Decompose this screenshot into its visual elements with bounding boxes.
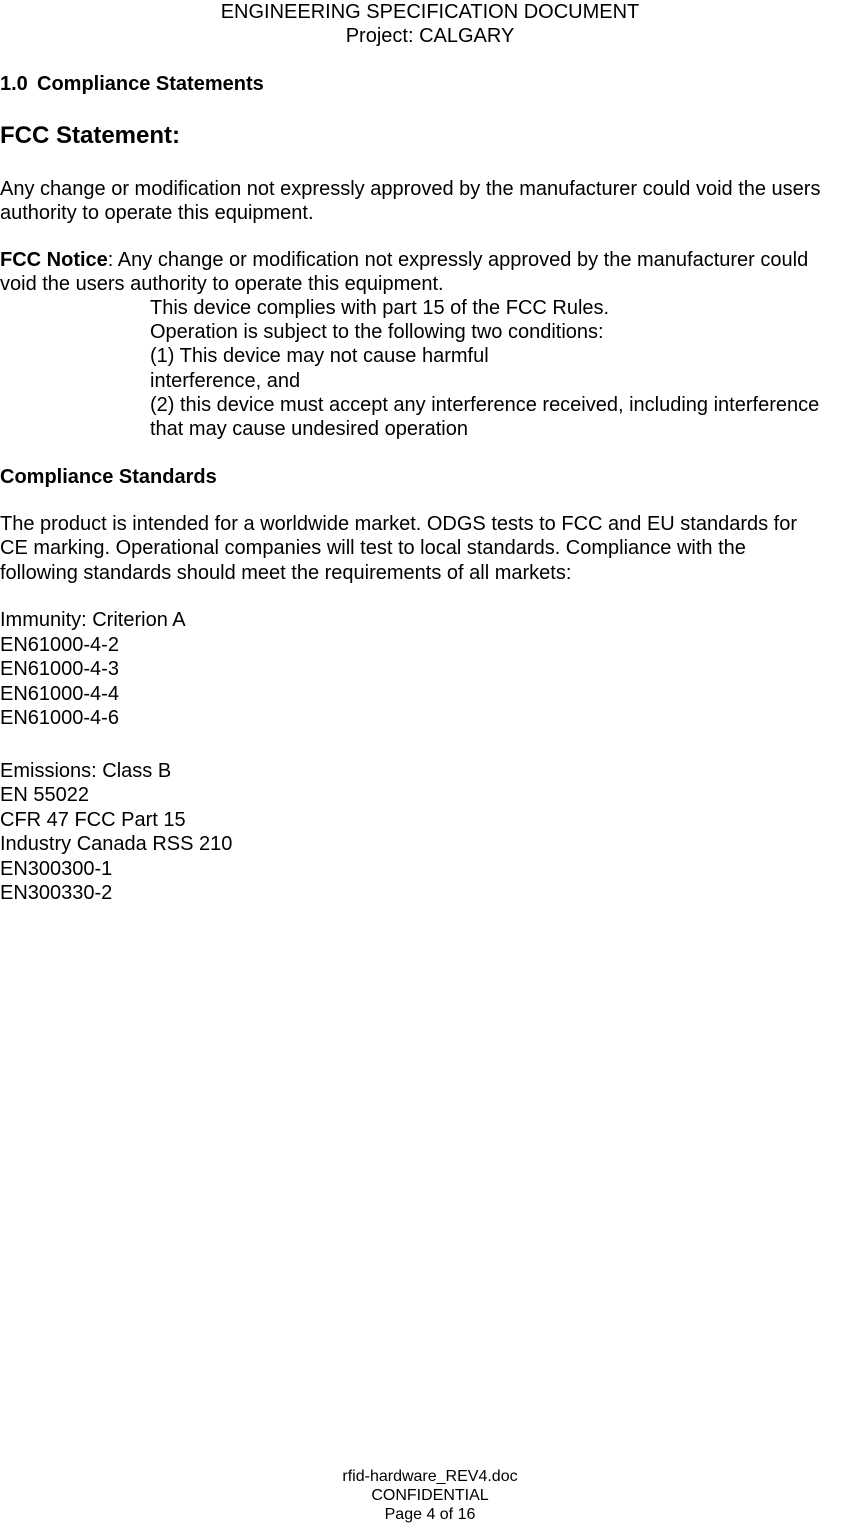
immunity-standard: EN61000-4-4 bbox=[0, 683, 119, 705]
footer-filename: rfid-hardware_REV4.doc bbox=[342, 1468, 518, 1485]
page-header bbox=[0, 0, 854, 48]
section-title: Compliance Statements bbox=[37, 73, 264, 95]
emissions-standard: CFR 47 FCC Part 15 bbox=[0, 809, 186, 831]
immunity-standard: EN61000-4-2 bbox=[0, 634, 119, 656]
section-number: 1.0 bbox=[0, 73, 28, 95]
emissions-standard: Industry Canada RSS 210 bbox=[0, 833, 233, 855]
fcc-rule-line: that may cause undesired operation bbox=[150, 418, 468, 440]
fcc-rule-line: This device complies with part 15 of the FCC Rules. bbox=[150, 297, 610, 319]
fcc-notice-text: : Any change or modification not expressly approved by the manufacturer could bbox=[107, 249, 809, 271]
footer-page-number: Page 4 of 16 bbox=[384, 1506, 476, 1523]
emissions-title: Emissions: Class B bbox=[0, 760, 172, 782]
fcc-notice-label: FCC Notice bbox=[0, 249, 108, 271]
section-heading bbox=[0, 72, 264, 96]
fcc-rule-line: (1) This device may not cause harmful bbox=[150, 345, 489, 367]
immunity-standard: EN61000-4-3 bbox=[0, 658, 119, 680]
emissions-standard: EN300330-2 bbox=[0, 882, 113, 904]
immunity-title: Immunity: Criterion A bbox=[0, 609, 186, 631]
emissions-standard: EN 55022 bbox=[0, 784, 89, 806]
fcc-rule-line: (2) this device must accept any interference received, including interference bbox=[150, 394, 820, 416]
footer-confidential: CONFIDENTIAL bbox=[371, 1487, 489, 1504]
fcc-rule-line: interference, and bbox=[150, 370, 301, 392]
standards-paragraph-line: following standards should meet the requirements of all markets: bbox=[0, 562, 572, 584]
document-title: ENGINEERING SPECIFICATION DOCUMENT bbox=[220, 1, 640, 23]
compliance-standards-heading: Compliance Standards bbox=[0, 466, 217, 488]
fcc-notice-line: void the users authority to operate this equipment. bbox=[0, 273, 444, 295]
fcc-notice-line bbox=[0, 248, 808, 272]
fcc-statement-heading: FCC Statement: bbox=[0, 122, 181, 149]
immunity-standard: EN61000-4-6 bbox=[0, 707, 119, 729]
emissions-standard: EN300300-1 bbox=[0, 858, 113, 880]
fcc-rule-line: Operation is subject to the following two conditions: bbox=[150, 321, 604, 343]
fcc-statement-line: authority to operate this equipment. bbox=[0, 202, 314, 224]
standards-paragraph-line: CE marking. Operational companies will test to local standards. Compliance with the bbox=[0, 537, 746, 559]
standards-paragraph-line: The product is intended for a worldwide market. ODGS tests to FCC and EU standards for bbox=[0, 513, 798, 535]
page-footer bbox=[0, 1467, 854, 1524]
fcc-statement-line: Any change or modification not expressly approved by the manufacturer could void the users bbox=[0, 178, 821, 200]
project-name: Project: CALGARY bbox=[345, 25, 515, 47]
